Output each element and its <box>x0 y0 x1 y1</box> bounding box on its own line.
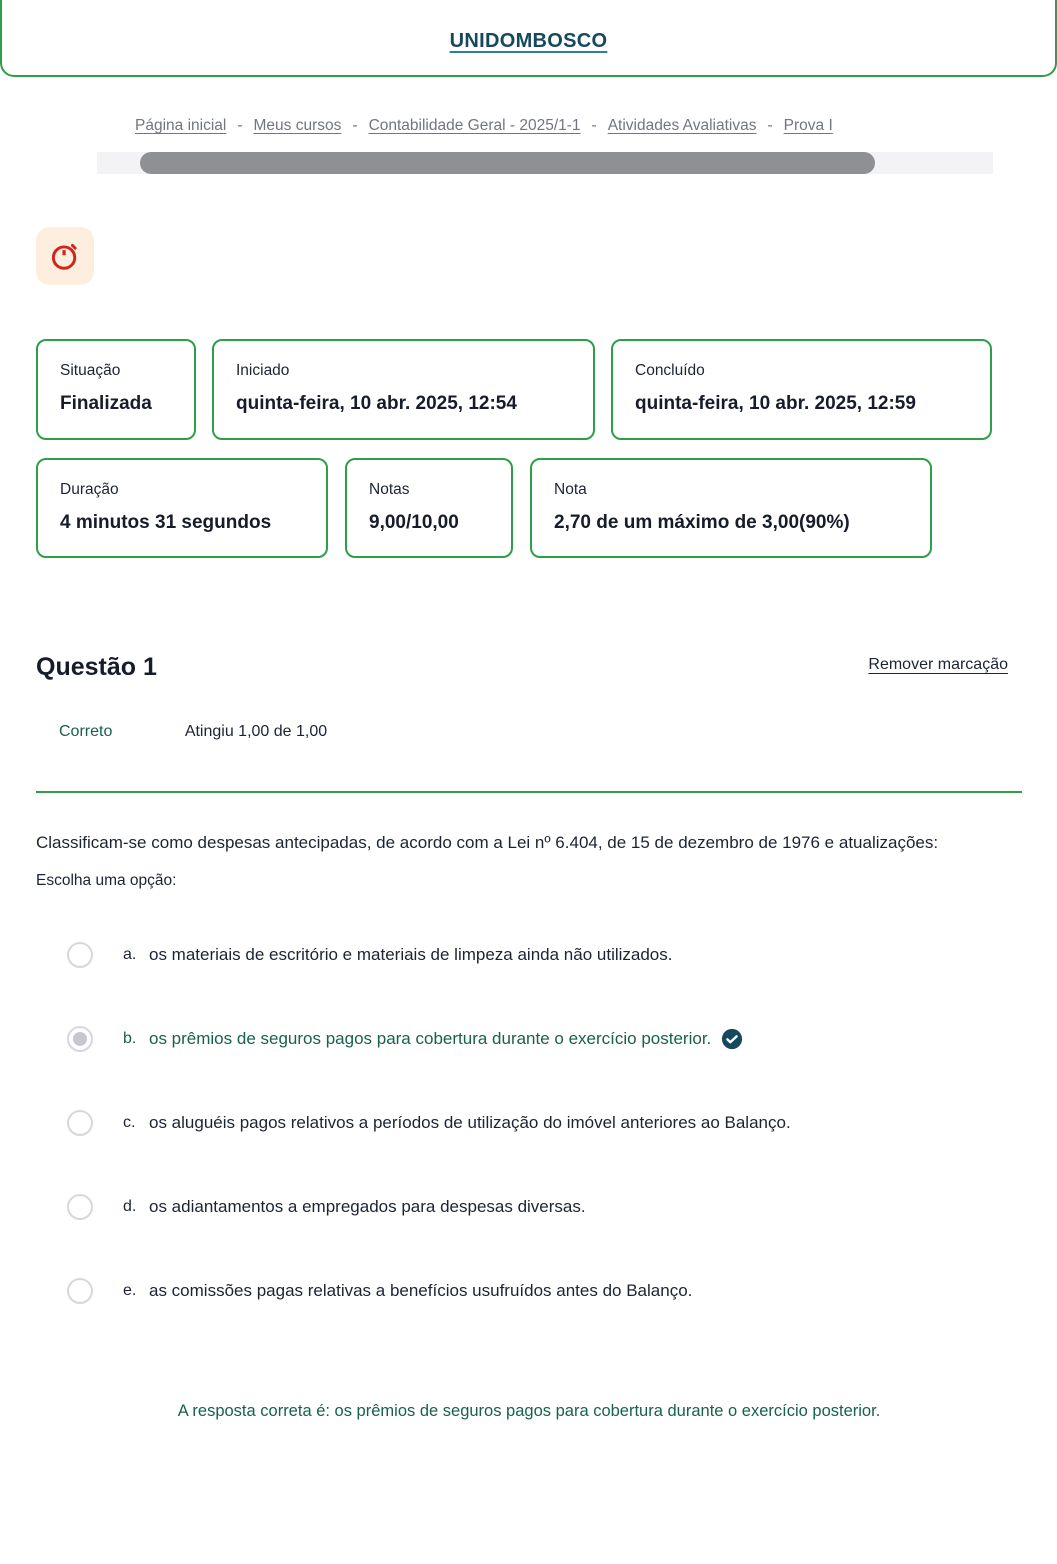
timer-chip <box>36 227 94 285</box>
summary-card-iniciado <box>212 339 595 440</box>
card-label: Iniciado <box>236 362 290 379</box>
breadcrumb-separator: - <box>591 117 597 134</box>
card-value: 2,70 de um máximo de 3,00(90%) <box>554 512 850 533</box>
radio-option-b[interactable] <box>67 1026 93 1052</box>
breadcrumb-scrollbar-track[interactable] <box>97 152 993 174</box>
breadcrumb-link-meus-cursos[interactable]: Meus cursos <box>253 117 342 134</box>
answer-feedback: A resposta correta é: os prêmios de seguros pagos para cobertura durante o exercício posterior. <box>177 1402 881 1420</box>
summary-card-nota <box>530 458 932 558</box>
card-value: Finalizada <box>60 393 152 414</box>
option-row-a[interactable] <box>67 942 1022 968</box>
option-row-d[interactable] <box>67 1194 1022 1220</box>
question-text: Classificam-se como despesas antecipadas, de acordo com a Lei nº 6.404, de 15 de dezembro de 1976 e atualizações: <box>36 833 939 852</box>
breadcrumb-link-pagina-inicial[interactable]: Página inicial <box>135 117 227 134</box>
card-value: 4 minutos 31 segundos <box>60 512 272 533</box>
option-row-c[interactable] <box>67 1110 1022 1136</box>
options-list <box>0 942 1057 1304</box>
answer-prompt: Escolha uma opção: <box>36 872 177 889</box>
card-value: quinta-feira, 10 abr. 2025, 12:54 <box>236 393 517 414</box>
option-text: os materiais de escritório e materiais de limpeza ainda não utilizados. <box>149 945 673 964</box>
card-label: Notas <box>369 481 410 498</box>
summary-card-concluido <box>611 339 992 440</box>
question-divider <box>36 791 1022 793</box>
summary-card-duracao <box>36 458 328 558</box>
breadcrumb-scrollbar-thumb[interactable] <box>140 152 875 174</box>
card-label: Situação <box>60 362 121 379</box>
question-block <box>0 650 1057 1531</box>
card-label: Nota <box>554 481 587 498</box>
option-row-e[interactable] <box>67 1278 1022 1304</box>
option-letter: b. <box>123 1030 137 1047</box>
attempt-summary <box>0 339 1057 558</box>
card-value: 9,00/10,00 <box>369 512 459 533</box>
radio-option-a[interactable] <box>67 942 93 968</box>
option-letter: a. <box>123 946 137 963</box>
option-letter: c. <box>123 1114 136 1131</box>
option-text: os prêmios de seguros pagos para cobertura durante o exercício posterior. <box>149 1029 712 1048</box>
remove-flag-link[interactable]: Remover marcação <box>868 656 1008 673</box>
timer-icon <box>49 240 81 272</box>
option-text: os aluguéis pagos relativos a períodos de utilização do imóvel anteriores ao Balanço. <box>149 1113 791 1132</box>
correct-check-icon <box>721 1028 743 1050</box>
breadcrumb-link-atividades-avaliativas[interactable]: Atividades Avaliativas <box>607 117 757 134</box>
site-header <box>0 0 1057 77</box>
card-value: quinta-feira, 10 abr. 2025, 12:59 <box>635 393 916 414</box>
option-text: as comissões pagas relativas a benefícios usufruídos antes do Balanço. <box>149 1281 693 1300</box>
summary-card-situacao <box>36 339 196 440</box>
breadcrumb-separator: - <box>237 117 243 134</box>
breadcrumb-link-prova[interactable]: Prova I <box>783 117 833 134</box>
option-letter: d. <box>123 1198 137 1215</box>
breadcrumb-separator: - <box>767 117 773 134</box>
summary-card-notas <box>345 458 513 558</box>
option-text: os adiantamentos a empregados para despesas diversas. <box>149 1197 586 1216</box>
option-row-b[interactable] <box>67 1026 1022 1052</box>
radio-option-d[interactable] <box>67 1194 93 1220</box>
radio-option-e[interactable] <box>67 1278 93 1304</box>
breadcrumb <box>135 116 993 136</box>
breadcrumb-separator: - <box>352 117 358 134</box>
card-label: Concluído <box>635 362 705 379</box>
question-title: Questão 1 <box>36 653 157 681</box>
radio-option-c[interactable] <box>67 1110 93 1136</box>
status-correct-label: Correto <box>59 723 113 740</box>
breadcrumb-link-contabilidade-geral[interactable]: Contabilidade Geral - 2025/1-1 <box>368 117 581 134</box>
card-label: Duração <box>60 481 119 498</box>
points-achieved-label: Atingiu 1,00 de 1,00 <box>184 723 328 740</box>
brand-link[interactable]: UNIDOMBOSCO <box>449 30 608 52</box>
option-letter: e. <box>123 1282 137 1299</box>
